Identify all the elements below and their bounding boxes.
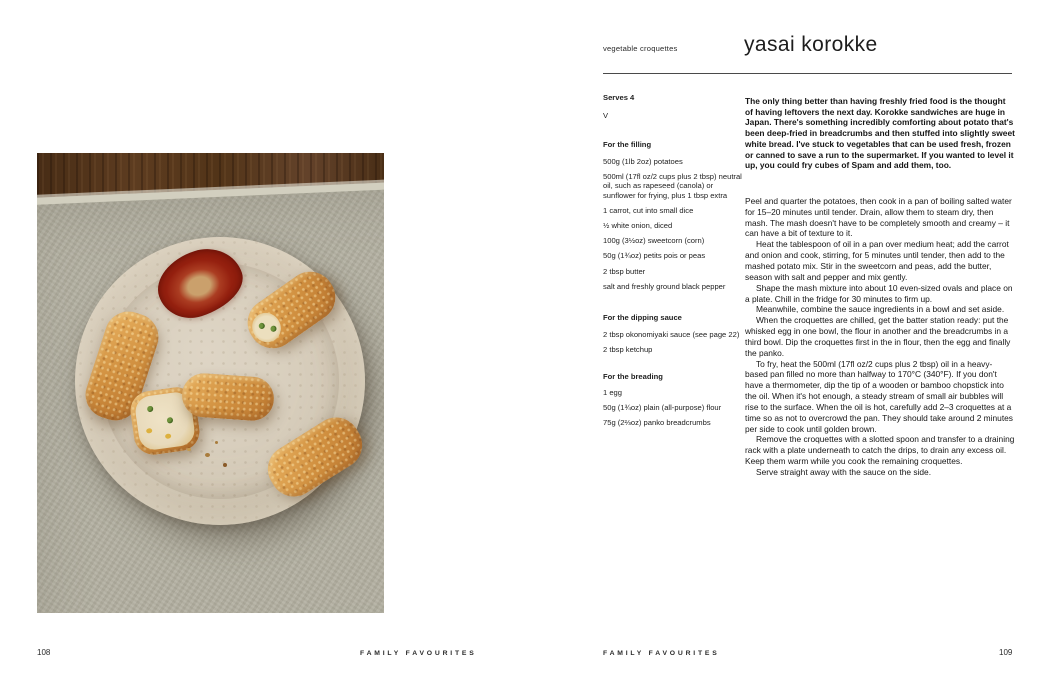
page-number-left: 108 (37, 648, 51, 657)
pea (147, 406, 154, 413)
method-paragraph: Heat the tablespoon of oil in a pan over medium heat; add the carrot and onion and cook, stirring, for 5 minutes until tender, then add to the mashed potato mix. Stir in the sweetcorn and peas, add the butter, season with salt and pepper and mix gently. (745, 239, 1009, 282)
ingredient-item: 50g (1¾oz) petits pois or peas (603, 251, 706, 261)
section-heading-breading: For the breading (603, 371, 663, 381)
footer-left: FAMILY FAVOURITES (360, 650, 477, 657)
ingredient-item: 1 egg (603, 388, 623, 398)
method-paragraph: When the croquettes are chilled, get the batter station ready: put the whisked egg in one bowl, the flour in another and the breadcrumbs in a third bowl. Dip the croquettes first in the in flour, then the egg and finally the panko. (745, 315, 1011, 358)
pea (258, 322, 266, 330)
method-paragraph: To fry, heat the 500ml (17fl oz/2 cups plus 2 tbsp) oil in a heavy-based pan filled no more than halfway to 170°C (340°F). If you don't have a thermometer, dip the tip of a wooden or bamboo chopstick into the oil. When it's hot enough, a steady stream of small air bubbles will rise to the surface. When the oil is hot, carefully add 2–3 croquettes at a time so as not to overcrowd the pan. They should take around 2 minutes per side to cook until golden brown. (745, 358, 1013, 434)
ingredient-item: ½ white onion, diced (603, 221, 673, 231)
page-number-right: 109 (999, 648, 1013, 657)
crumb (187, 448, 191, 451)
ingredient-item: 2 tbsp ketchup (603, 344, 653, 354)
ingredient-item: 500g (1lb 2oz) potatoes (603, 156, 683, 166)
method-paragraph: Meanwhile, combine the sauce ingredients in a bowl and set aside. (756, 304, 1005, 315)
section-heading-dipping-sauce: For the dipping sauce (603, 313, 682, 323)
ingredient-item: 2 tbsp okonomiyaki sauce (see page 22) (603, 329, 740, 339)
page-title: yasai korokke (744, 33, 878, 56)
method-text (745, 196, 1015, 478)
pea (269, 325, 277, 333)
method-column (745, 96, 1015, 478)
ingredient-item: 100g (3½oz) sweetcorn (corn) (603, 236, 705, 246)
ingredient-item: salt and freshly ground black pepper (603, 281, 726, 291)
recipe-photo (37, 153, 384, 613)
serves-label: Serves 4 (603, 93, 635, 102)
method-paragraph: Remove the croquettes with a slotted spoon and transfer to a draining rack with a plate underneath to catch the drips, to drain any excess oil. Keep them warm while you cook the remaining croquettes. (745, 434, 1015, 467)
corn-kernel (165, 433, 172, 439)
croquette (181, 372, 276, 422)
footer-right: FAMILY FAVOURITES (603, 650, 720, 657)
vegetarian-mark: V (603, 110, 609, 120)
divider-rule (603, 73, 1012, 74)
method-paragraph: Peel and quarter the potatoes, then cook in a pan of boiling salted water for 15–20 minutes until tender. Drain, allow them to steam dry, then mash. The mash doesn't have to be completely smooth and creamy – it can have a bit of texture to it. (745, 195, 1012, 239)
recipe-intro: The only thing better than having freshly fried food is the thought of having leftovers the next day. Korokke sandwiches are huge in Japan. There's something incredibly comforting about potato that's been deep-fried in breadcrumbs and then stuffed into slightly sweet white bread. I've stuck to vegetables that can be used fresh, frozen or canned to save a run to the supermarket. If you wanted to level it up, you could fry cubes of Spam and add them, too. (745, 96, 1015, 171)
crumb (223, 463, 227, 467)
crumb (215, 441, 218, 444)
ingredient-item: 75g (2⅔oz) panko breadcrumbs (603, 418, 711, 428)
corn-kernel (146, 428, 153, 434)
ingredient-item: 500ml (17fl oz/2 cups plus 2 tbsp) neutral oil, such as rapeseed (canola) or sunflower for frying, plus 1 tbsp extra (603, 171, 742, 201)
pea (167, 417, 174, 424)
method-paragraph: Shape the mash mixture into about 10 even-sized ovals and place on a plate. Chill in the fridge for 30 minutes to firm up. (745, 282, 1013, 304)
crumb (205, 453, 210, 457)
section-heading-filling: For the filling (603, 140, 652, 150)
ingredient-item: 50g (1¾oz) plain (all-purpose) flour (603, 403, 722, 413)
method-paragraph: Serve straight away with the sauce on the side. (756, 467, 932, 478)
ingredients-column (603, 93, 743, 433)
recipe-label: vegetable croquettes (603, 44, 678, 53)
ingredient-item: 2 tbsp butter (603, 266, 646, 276)
ingredient-item: 1 carrot, cut into small dice (603, 206, 694, 216)
